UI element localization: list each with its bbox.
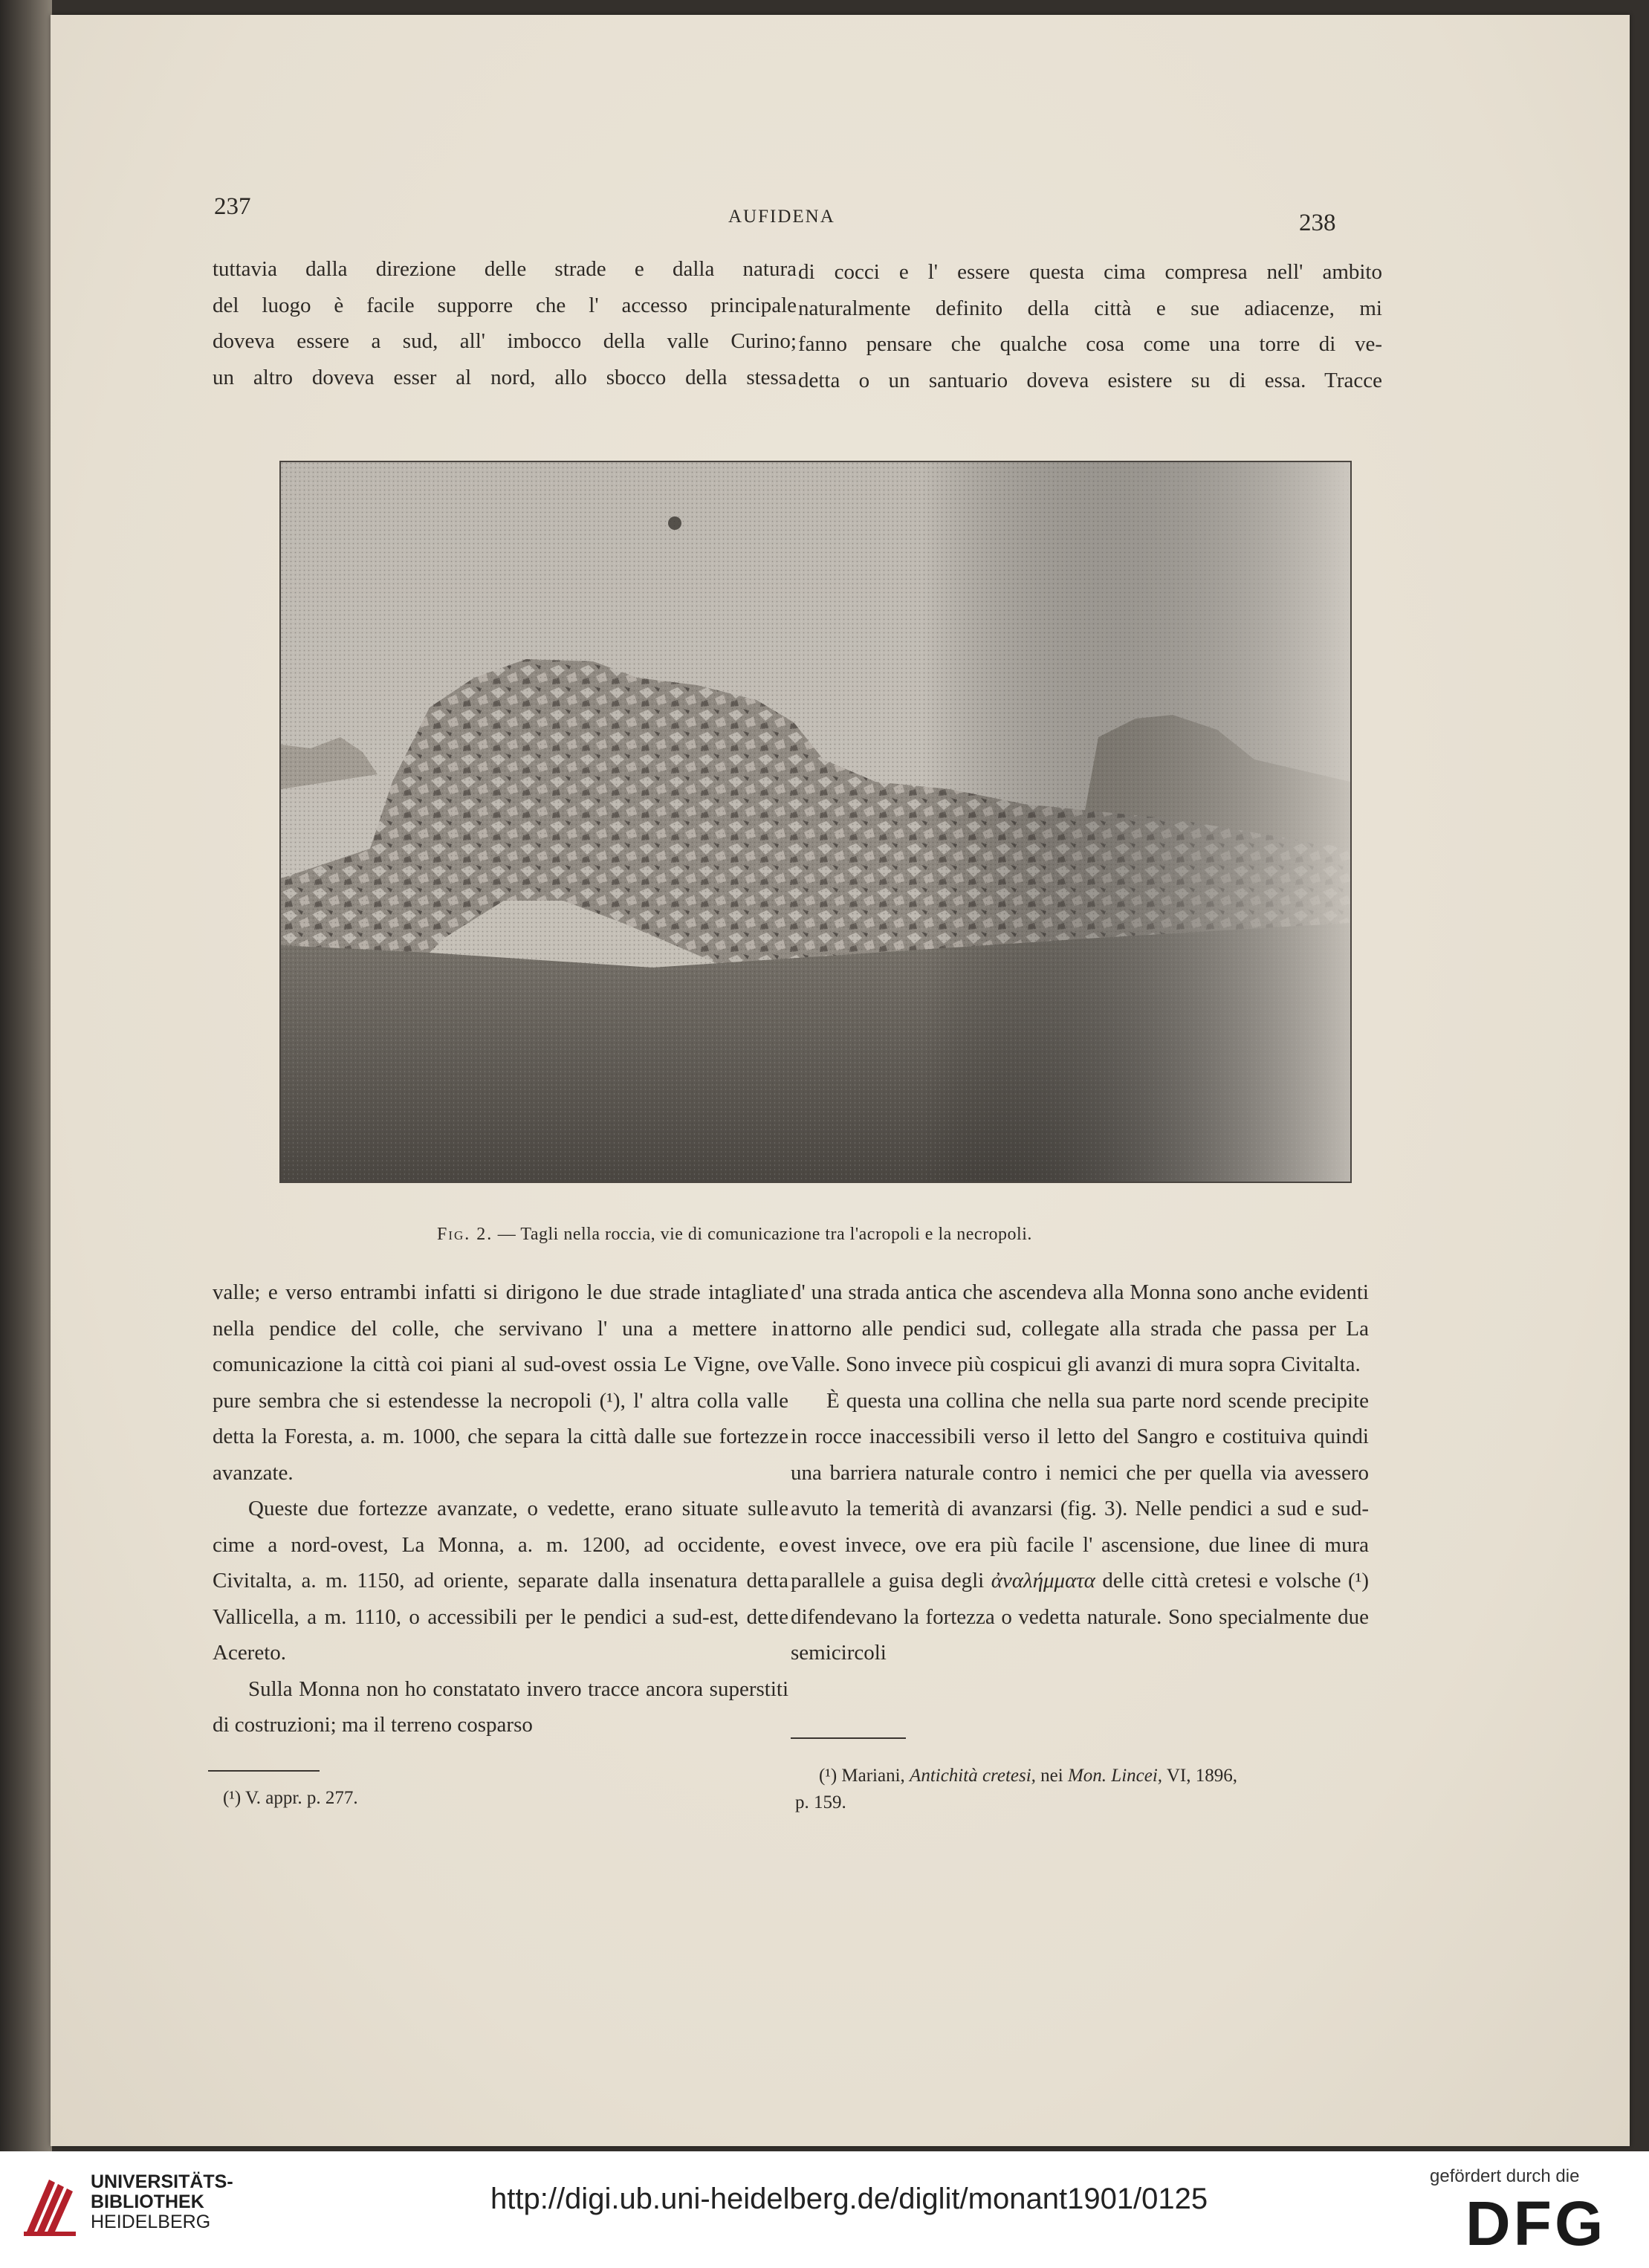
funding-note: gefördert durch die — [1430, 2166, 1580, 2186]
text-line: del luogo è facile supporre che l' accesso principale — [213, 293, 797, 317]
library-name-line: UNIVERSITÄTS- — [91, 2171, 233, 2192]
paragraph-text: delle città cretesi e volsche (¹) difendevano la fortezza o vedetta naturale. Sono specialmente due semicircoli — [791, 1569, 1369, 1665]
figure-photograph — [279, 461, 1352, 1183]
figure-label: Fig. 2. — [437, 1225, 493, 1244]
footnote-rule-right — [791, 1737, 906, 1739]
paragraph: Sulla Monna non ho constatato invero tracce ancora superstiti di costruzioni; ma il terreno cosparso — [213, 1676, 788, 1737]
library-logo-icon — [19, 2172, 83, 2239]
right-column — [791, 1274, 1369, 1671]
text-line: fanno pensare che qualche cosa come una torre di ve- — [798, 332, 1382, 356]
paragraph: Queste due fortezze avanzate, o vedette, erano situate sulle cime a nord-ovest, La Monna, a. m. 1200, ad occidente, e Civitalta, a. m. 1150, ad oriente, separate dalla insenatura detta Vallicella, a m. 1110, o accessibili per le pendici a sud-est, dette Acereto. — [213, 1497, 788, 1665]
left-column — [213, 1274, 788, 1743]
greek-word: ἀναλήμματα — [991, 1569, 1095, 1593]
paragraph: d' una strada antica che ascendeva alla Monna sono anche evidenti attorno alle pendici sud, collegate alla strada che passa per La Valle. Sono invece più cospicui gli avanzi di mura sopra Civitalta. — [791, 1280, 1369, 1376]
footnote-line: p. 159. — [795, 1792, 846, 1812]
page-number-left: 237 — [214, 193, 251, 220]
paragraph: valle; e verso entrambi infatti si dirigono le due strade intagliate nella pendice del colle, che servivano l' una a mettere in comunicazione la città coi piani al sud-ovest ossia Le Vigne, ove pure sembra che si estendesse la necropoli (¹), l' altra colla valle detta la Foresta, a. m. 1000, che separa la città dalle sue fortezze avanzate. — [213, 1280, 788, 1485]
figure-caption-text: — Tagli nella roccia, vie di comunicazione tra l'acropoli e la necropoli. — [497, 1225, 1032, 1244]
footnote-rule-left — [208, 1770, 320, 1772]
footer-bar — [0, 2151, 1649, 2268]
text-line: naturalmente definito della città e sue adiacenze, mi — [798, 296, 1382, 320]
footnote-journal: Mon. Lincei, — [1067, 1766, 1163, 1786]
paragraph-text: È questa una collina che nella sua parte nord scende precipite in rocce inaccessibili verso il letto del Sangro e costituiva quindi una barriera naturale contro i nemici che per quella via avessero avuto la temerità di avanzarsi (fig. 3). Nelle pendici a sud e sud-ovest invece, ove era più facile l' ascensione, due linee di mura parallele a guisa degli — [791, 1388, 1369, 1593]
top-right-text — [798, 254, 1382, 398]
book-page — [51, 15, 1630, 2146]
paragraph — [791, 1383, 1369, 1671]
rocky-hill-photo — [281, 462, 1350, 1182]
running-head: AUFIDENA — [728, 207, 835, 227]
footnote-title: Antichità cretesi, — [910, 1766, 1036, 1786]
footnote-text: VI, 1896, — [1166, 1766, 1237, 1786]
top-left-text — [213, 251, 797, 395]
text-line: un altro doveva esser al nord, allo sbocco della stessa — [213, 365, 797, 389]
text-line: detta o un santuario doveva esistere su di essa. Tracce — [798, 368, 1382, 392]
library-name-line: BIBLIOTHEK — [91, 2191, 204, 2212]
library-name — [91, 2172, 233, 2232]
footnote-line — [795, 1763, 1367, 1789]
figure-caption — [437, 1225, 1032, 1245]
dfg-logo: DFG — [1465, 2188, 1607, 2258]
footnote-left: (¹) V. appr. p. 277. — [223, 1788, 358, 1808]
text-line: tuttavia dalla direzione delle strade e dalla natura — [213, 257, 797, 281]
book-spine-edge — [0, 0, 52, 2151]
footnote-text: (¹) Mariani, — [819, 1766, 905, 1786]
permalink-url[interactable]: http://digi.ub.uni-heidelberg.de/diglit/monant1901/0125 — [490, 2183, 1208, 2215]
footnote-right — [795, 1763, 1367, 1816]
footnote-text: nei — [1040, 1766, 1063, 1786]
library-name-line: HEIDELBERG — [91, 2212, 211, 2232]
text-line: di cocci e l' essere questa cima compresa nell' ambito — [798, 260, 1382, 284]
page-number-right: 238 — [1299, 210, 1336, 236]
text-line: doveva essere a sud, all' imbocco della valle Curino; — [213, 329, 797, 353]
